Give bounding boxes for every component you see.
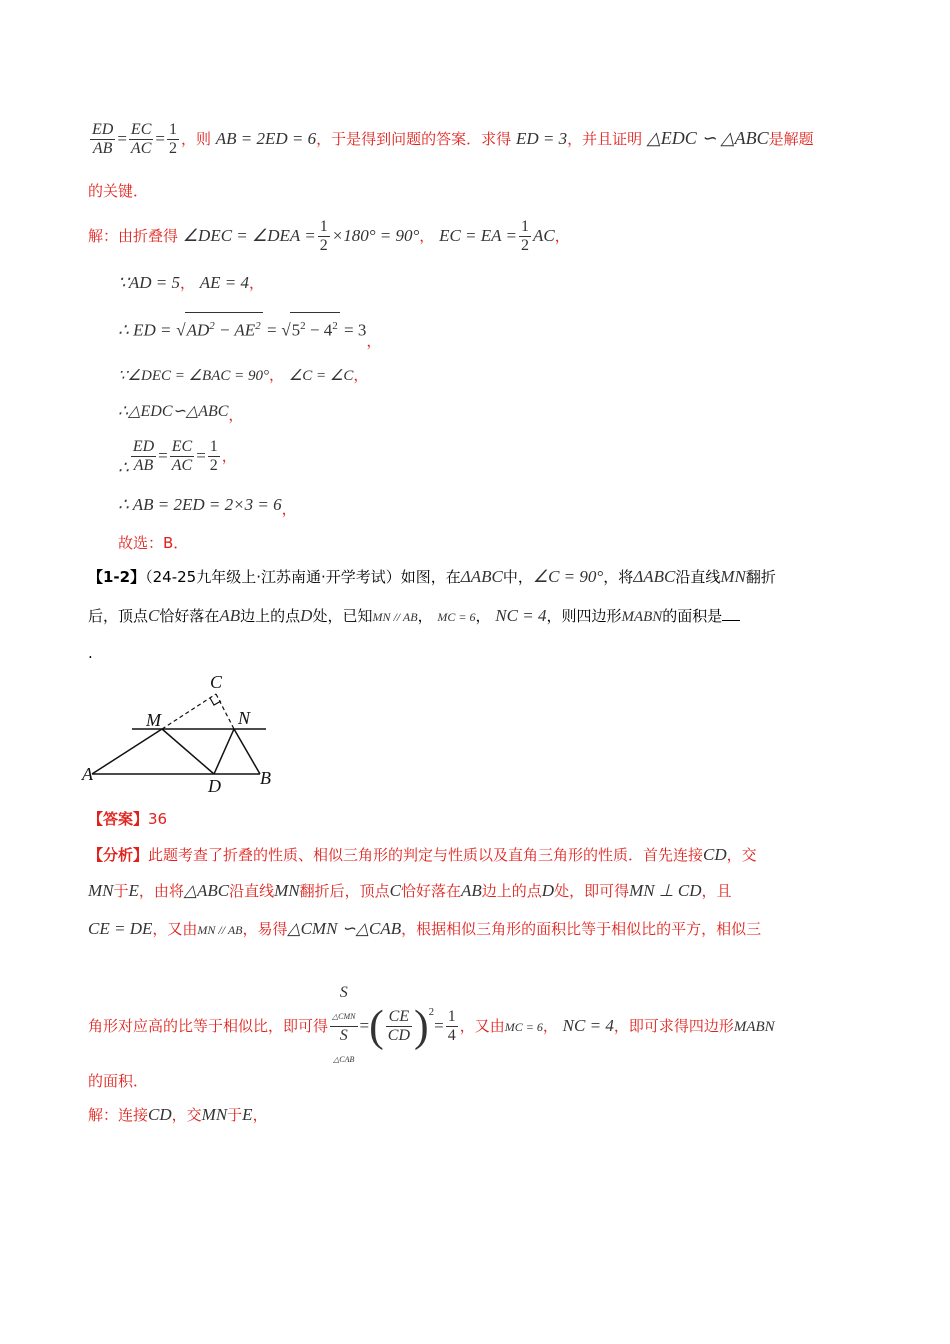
fraction-one-half: $\frac{1}{2}$ — [168, 121, 177, 157]
choice-line: 故选：B． — [118, 534, 189, 552]
sqrt-ad-ae: $AD^2 - AE^2$ — [185, 312, 263, 344]
label-m: M — [146, 710, 161, 730]
fraction-ec-ac-b: $\frac{EC}{AC}$ — [171, 438, 193, 474]
solution-start-line: 解：连接CD，交MN于E， — [88, 1105, 268, 1124]
segment-md — [162, 729, 214, 774]
step-line-4: ∴△EDC∽△ABC， — [118, 403, 244, 424]
analysis-line-4: 角形对应高的比等于相似比，即可得 S $_{\triangle CMN}$ S $_{\triangle CAB}$ =( $\frac{CE}{CD}$ )$^2$= $\frac{1}{4}$ ，又由MC = 6， NC = 4，即可求得四边形MABN — [88, 984, 775, 1069]
analysis-line-5: 的面积． — [88, 1072, 149, 1090]
question-line-1: 【1-2】（24-25九年级上·江苏南通·开学考试）如图，在ΔABC中，∠C = 90°，将ΔABC沿直线MN翻折 — [88, 567, 776, 586]
segment-nb — [234, 729, 260, 774]
label-a: A — [82, 764, 93, 784]
fraction-one-half-b: $\frac{1}{2}$ — [319, 218, 328, 254]
fraction-ec-ac: $\frac{EC}{AC}$ — [130, 121, 152, 157]
question-line-2: 后，顶点C恰好落在AB边上的点D处，已知MN // AB， MC = 6， NC = 4，则四边形MABN的面积是 — [88, 604, 740, 628]
analysis-line-2: MN于E，由将△ABC沿直线MN翻折后，顶点C恰好落在AB边上的点D处，即可得MN ⊥ CD，且 — [88, 881, 732, 900]
fraction-area-ratio: S $_{\triangle CMN}$ S $_{\triangle CAB}$ — [332, 984, 356, 1065]
analysis-line-1: 【分析】此题考查了折叠的性质、相似三角形的判定与性质以及直角三角形的性质．首先连接CD，交 — [88, 845, 757, 864]
answer-line: 【答案】36 — [88, 810, 168, 828]
analysis-line-3: CE = DE，又由MN // AB，易得△CMN ∽△CAB，根据相似三角形的面积比等于相似比的平方，相似三 — [88, 919, 762, 938]
solution-line-1: 解：由折叠得 ∠DEC = ∠DEA = $\frac{1}{2}$ ×180° = 90°， EC = EA = $\frac{1}{2}$ AC， — [88, 218, 570, 254]
geometry-figure — [80, 668, 280, 798]
segment-cn-dashed — [216, 694, 234, 729]
label-n: N — [238, 708, 251, 728]
fraction-one-half-c: $\frac{1}{2}$ — [520, 218, 529, 254]
step-line-3: ∵∠DEC = ∠BAC = 90°， ∠C = ∠C， — [118, 366, 369, 384]
fraction-one-quarter: $\frac{1}{4}$ — [447, 1008, 456, 1045]
segment-am — [92, 729, 162, 774]
label-c: C — [210, 672, 223, 692]
answer-blank — [722, 604, 740, 621]
fraction-ce-cd: $\frac{CE}{CD}$ — [387, 1008, 410, 1045]
fraction-ed-ab-b: $\frac{ED}{AB}$ — [132, 438, 155, 474]
sqrt-5-4: $5^2 - 4^2$ — [290, 312, 340, 344]
step-line-6: ∴ AB = 2ED = 2×3 = 6， — [118, 495, 297, 518]
right-angle-mark — [210, 698, 221, 705]
question-line-3: . — [88, 644, 93, 662]
step-line-2: ∴ ED = $√AD^2 - AE^2 = √5^2 - 4^2 = 3$， — [118, 312, 381, 344]
segment-nd — [214, 729, 234, 774]
label-b: B — [260, 768, 271, 788]
fraction-ed-ab: $\frac{ED}{AB}$ — [92, 121, 114, 157]
step-line-1: ∵AD = 5， AE = 4， — [118, 273, 265, 292]
analysis-continuation-line-1: $\frac{ED}{AB}$ = $\frac{EC}{AC}$ = $\frac{1}{2}$ ，则 AB = 2ED = 6，于是得到问题的答案．求得 ED = 3，并且证明 △EDC ∽ △ABC是解题 — [92, 121, 814, 157]
label-d: D — [208, 776, 221, 796]
segment-mc-dashed — [162, 694, 216, 729]
fraction-one-half-d: $\frac{1}{2}$ — [209, 438, 218, 474]
analysis-continuation-line-2: 的关键． — [88, 182, 149, 200]
step-line-5: ∴ $\frac{ED}{AB}$ = $\frac{EC}{AC}$ = $\frac{1}{2}$ ， — [118, 438, 237, 477]
